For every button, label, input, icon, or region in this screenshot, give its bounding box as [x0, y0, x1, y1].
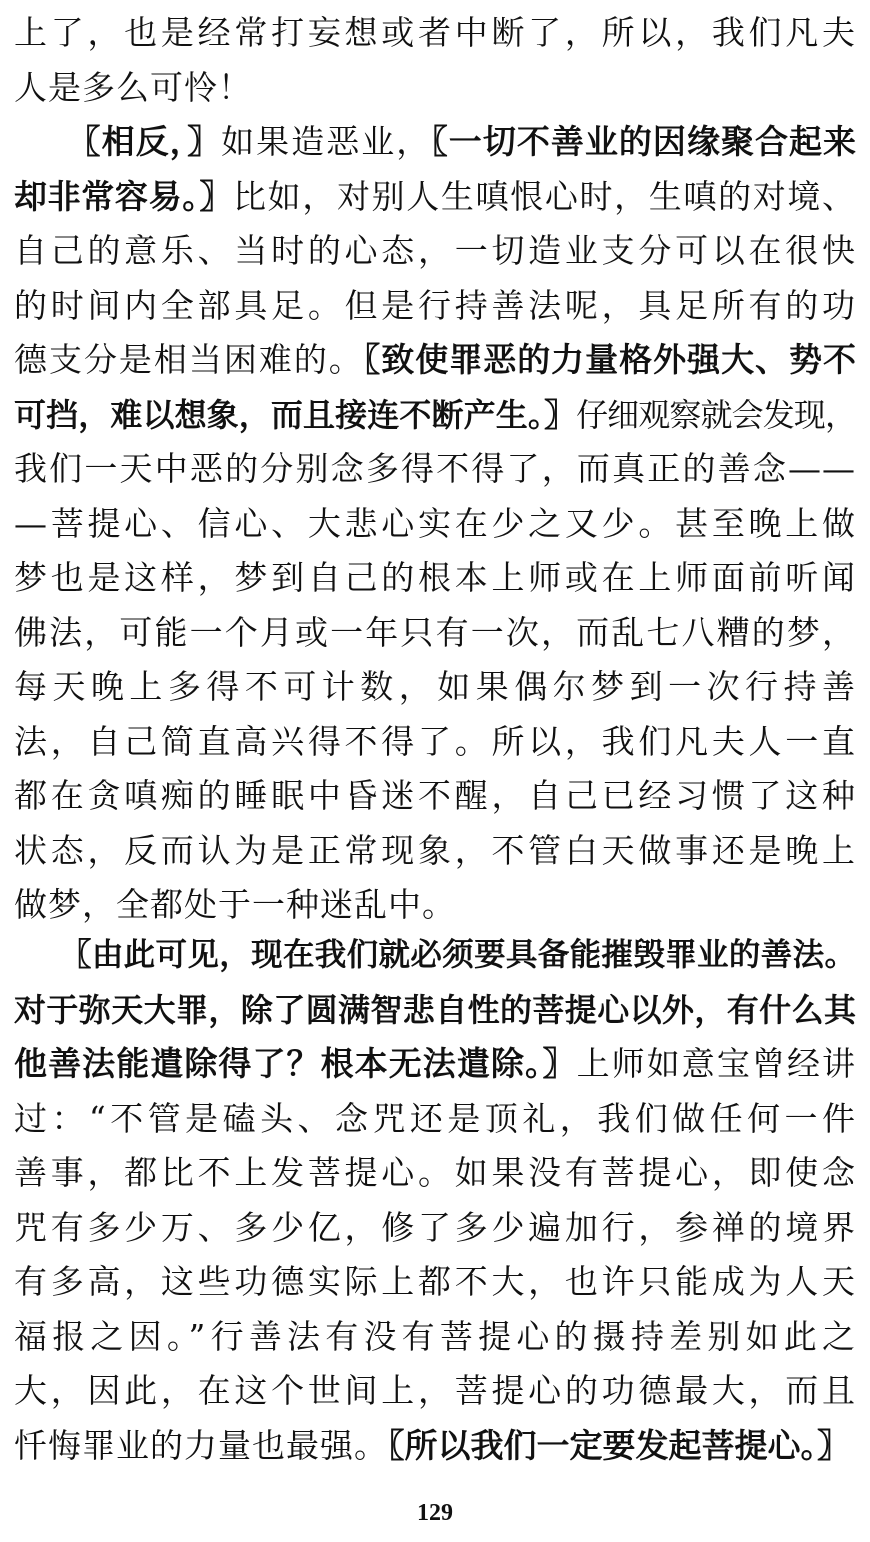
commentary-text: 过：“不管是磕头、念咒还是顶礼，我们做任何一件: [14, 1098, 856, 1138]
commentary-text: 的时间内全部具足。但是行持善法呢，具足所有的功: [14, 285, 856, 325]
text-line: [14, 1092, 856, 1146]
text-line: [14, 1364, 856, 1418]
commentary-text: 仔细观察就会发现，: [576, 395, 856, 434]
text-line: [14, 983, 856, 1037]
commentary-text: 每天晚上多得不可计数，如果偶尔梦到一次行持善: [14, 667, 856, 706]
commentary-text: 大，因此，在这个世间上，菩提心的功德最大，而且: [14, 1371, 856, 1410]
commentary-text: [14, 122, 84, 161]
commentary-text: [14, 937, 76, 973]
text-line: [14, 224, 856, 278]
bold-root-text: 〖一切不善业的因缘聚合起来: [431, 122, 857, 161]
text-line: [14, 928, 856, 982]
text-line: [14, 1419, 856, 1473]
text-line: [14, 551, 856, 605]
bold-root-text: 〖致使罪恶的力量格外强大、势不: [363, 340, 857, 379]
bold-root-text: 却非常容易。〗: [14, 176, 234, 216]
commentary-text: 有多高，这些功德实际上都不大，也许只能成为人天: [14, 1262, 856, 1301]
text-line: [14, 1255, 856, 1309]
commentary-text: 如果造恶业，: [221, 122, 432, 161]
text-line: [14, 61, 856, 115]
commentary-text: 忏悔罪业的力量也最强。: [14, 1425, 388, 1465]
text-line: [14, 6, 856, 60]
bold-root-text: 〖相反，〗: [84, 122, 222, 161]
commentary-text: 状态，反而认为是正常现象，不管白天做事还是晚上: [14, 830, 856, 870]
text-line: [14, 824, 856, 878]
text-line: [14, 115, 856, 169]
commentary-text: 德支分是相当困难的。: [14, 340, 364, 379]
commentary-text: 人是多么可怜！: [14, 67, 252, 107]
text-line: [14, 1037, 856, 1091]
commentary-text: 上师如意宝曾经讲: [576, 1044, 856, 1083]
commentary-text: 我们一天中恶的分别念多得不得了，而真正的善念——: [14, 449, 856, 488]
text-line: [14, 1201, 856, 1255]
commentary-text: 自己的意乐、当时的心态，一切造业支分可以在很快: [14, 231, 856, 270]
text-line: [14, 170, 856, 224]
text-line: [14, 388, 856, 442]
commentary-text: 佛法，可能一个月或一年只有一次，而乱七八糟的梦，: [14, 612, 856, 652]
commentary-text: 比如，对别人生嗔恨心时，生嗔的对境、: [233, 176, 857, 216]
text-line: [14, 606, 856, 660]
text-line: [14, 497, 856, 551]
commentary-text: 咒有多少万、多少亿，修了多少遍加行，参禅的境界: [14, 1207, 856, 1247]
bold-root-text: 可挡，难以想象，而且接连不断产生。〗: [14, 395, 577, 434]
bold-root-text: 〖所以我们一定要发起菩提心。〗: [388, 1425, 850, 1465]
commentary-text: 梦也是这样，梦到自己的根本上师或在上师面前听闻: [14, 558, 856, 597]
commentary-text: 善事，都比不上发菩提心。如果没有菩提心，即使念: [14, 1153, 856, 1192]
text-line: [14, 333, 856, 387]
commentary-text: 都在贪嗔痴的睡眠中昏迷不醒，自己已经习惯了这种: [14, 776, 856, 815]
commentary-text: —菩提心、信心、大悲心实在少之又少。甚至晚上做: [14, 503, 856, 543]
commentary-text: 上了，也是经常打妄想或者中断了，所以，我们凡夫: [14, 13, 856, 52]
text-line: [14, 660, 856, 714]
commentary-text: 法，自己简直高兴得不得了。所以，我们凡夫人一直: [14, 721, 856, 761]
page-number: 129: [417, 1500, 453, 1526]
commentary-text: 做梦，全都处于一种迷乱中。: [14, 885, 456, 924]
commentary-text: 福报之因。”行善法有没有菩提心的摄持差别如此之: [14, 1316, 856, 1356]
text-line: [14, 1310, 856, 1364]
bold-root-text: 对于弥天大罪，除了圆满智悲自性的菩提心以外，有什么其: [14, 990, 856, 1029]
text-line: [14, 878, 856, 932]
text-line: [14, 715, 856, 769]
text-line: [14, 769, 856, 823]
text-line: [14, 442, 856, 496]
text-line: [14, 1146, 856, 1200]
bold-root-text: 他善法能遣除得了？根本无法遣除。〗: [14, 1044, 577, 1083]
text-line: [14, 279, 856, 333]
bold-root-text: 〖由此可见，现在我们就必须要具备能摧毁罪业的善法。: [75, 937, 856, 973]
